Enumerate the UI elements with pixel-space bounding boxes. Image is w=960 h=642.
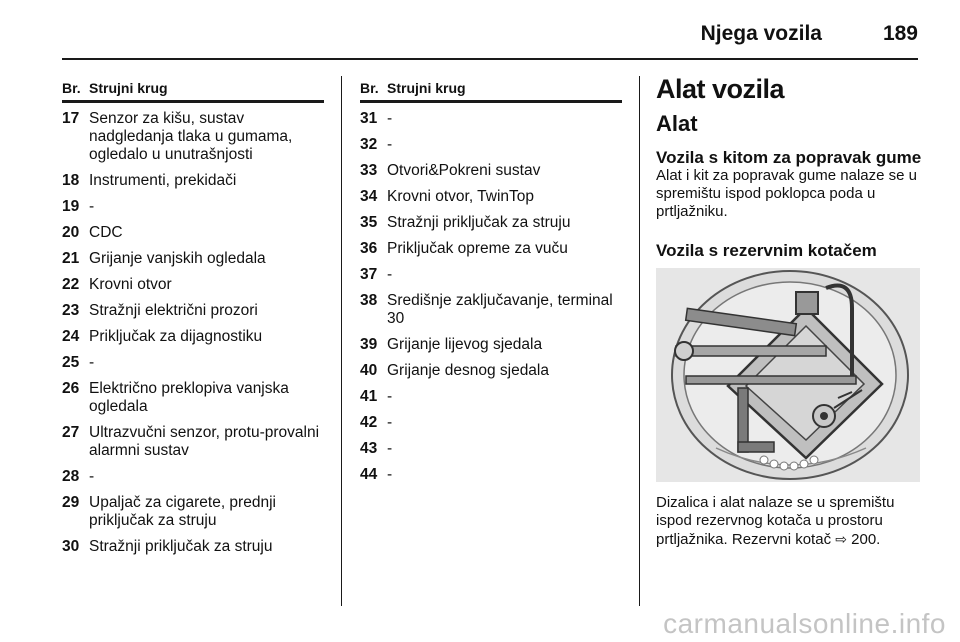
fuse-number: 23: [62, 302, 80, 319]
header-nr: Br.: [62, 80, 81, 96]
circuit-name: Grijanje vanjskih ogledala: [89, 250, 266, 267]
circuit-name: Stražnji priključak za struju: [387, 214, 571, 231]
column-divider: [639, 76, 640, 606]
table-row: [360, 292, 622, 328]
table-header: [360, 80, 622, 103]
circuit-name: Senzor za kišu, sustav nadgledanja tlaka u gumama, ogledalo u unutrašnjosti: [89, 110, 293, 163]
fuse-number: 19: [62, 198, 80, 215]
circuit-name: CDC: [89, 224, 123, 241]
table-row: [360, 214, 622, 232]
fuse-number: 29: [62, 494, 80, 511]
table-row: [360, 466, 622, 484]
fuse-table-right: [360, 80, 622, 492]
table-row: [360, 136, 622, 154]
fuse-number: 39: [360, 336, 378, 353]
circuit-name: -: [387, 414, 393, 431]
table-row: [360, 362, 622, 380]
circuit-name: Otvori&Pokreni sustav: [387, 162, 541, 179]
column-divider: [341, 76, 342, 606]
table-row: [62, 354, 324, 372]
section-subtitle: Alat: [656, 111, 698, 136]
fuse-number: 41: [360, 388, 378, 405]
circuit-name: -: [387, 388, 393, 405]
circuit-name: Instrumenti, prekidači: [89, 172, 237, 189]
fuse-table-left: [62, 80, 324, 564]
fuse-number: 43: [360, 440, 378, 457]
table-rows: [360, 110, 622, 484]
circuit-name: -: [89, 354, 95, 371]
circuit-name: Stražnji električni prozori: [89, 302, 258, 319]
circuit-name: Stražnji priključak za struju: [89, 538, 273, 555]
header-nr: Br.: [360, 80, 379, 96]
caption-page-ref[interactable]: 200.: [851, 531, 881, 548]
table-header: [62, 80, 324, 103]
circuit-name: Grijanje lijevog sjedala: [387, 336, 543, 353]
table-row: [62, 328, 324, 346]
table-row: [62, 224, 324, 242]
circuit-name: Priključak opreme za vuču: [387, 240, 568, 257]
table-row: [62, 110, 324, 164]
watermark: carmanualsonline.info: [663, 608, 946, 639]
page-number: 189: [882, 22, 918, 45]
circuit-name: -: [387, 440, 393, 457]
tools-section: [656, 72, 926, 549]
circuit-name: Krovni otvor: [89, 276, 172, 293]
table-row: [62, 468, 324, 486]
table-row: [62, 494, 324, 530]
table-row: [360, 110, 622, 128]
fuse-number: 34: [360, 188, 378, 205]
table-row: [62, 172, 324, 190]
table-row: [360, 266, 622, 284]
header-circuit: Strujni krug: [89, 80, 168, 96]
table-row: [360, 440, 622, 458]
fuse-number: 28: [62, 468, 80, 485]
table-row: [62, 424, 324, 460]
circuit-name: Priključak za dijagnostiku: [89, 328, 263, 345]
table-row: [62, 198, 324, 216]
circuit-name: Električno preklopiva vanjska ogledala: [89, 380, 289, 415]
fuse-number: 25: [62, 354, 80, 371]
page-title: Njega vozila: [700, 22, 822, 45]
circuit-name: -: [89, 468, 95, 485]
circuit-name: -: [387, 136, 393, 153]
table-row: [360, 414, 622, 432]
fuse-number: 18: [62, 172, 80, 189]
fuse-number: 27: [62, 424, 80, 441]
table-row: [62, 302, 324, 320]
table-row: [360, 162, 622, 180]
circuit-name: Krovni otvor, TwinTop: [387, 188, 535, 205]
caption-text: Dizalica i alat nalaze se u spremištu ispod rezervnog kotača u prostoru prtljažnika. Rezervni kotač: [656, 494, 895, 548]
circuit-name: -: [387, 466, 393, 483]
fuse-number: 20: [62, 224, 80, 241]
table-row: [360, 336, 622, 354]
circuit-name: Grijanje desnog sjedala: [387, 362, 549, 379]
table-row: [360, 188, 622, 206]
table-row: [360, 240, 622, 258]
fuse-number: 32: [360, 136, 378, 153]
fuse-number: 21: [62, 250, 80, 267]
fuse-number: 22: [62, 276, 80, 293]
fuse-number: 26: [62, 380, 80, 397]
table-row: [62, 538, 324, 556]
circuit-name: -: [387, 110, 393, 127]
fuse-number: 17: [62, 110, 80, 127]
table-row: [62, 380, 324, 416]
header-circuit: Strujni krug: [387, 80, 466, 96]
fuse-number: 40: [360, 362, 378, 379]
table-rows: [62, 110, 324, 556]
kit-text: Alat i kit za popravak gume nalaze se u spremištu ispod poklopca poda u prtljažniku.: [656, 167, 917, 220]
table-row: [360, 388, 622, 406]
circuit-name: Središnje zaključavanje, terminal 30: [387, 292, 613, 327]
fuse-number: 24: [62, 328, 80, 345]
circuit-name: -: [387, 266, 393, 283]
kit-heading: Vozila s kitom za popravak gume: [656, 148, 922, 167]
fuse-number: 37: [360, 266, 378, 283]
fuse-number: 44: [360, 466, 378, 483]
spare-heading: Vozila s rezervnim kotačem: [656, 241, 877, 260]
fuse-number: 31: [360, 110, 378, 127]
fuse-number: 35: [360, 214, 378, 231]
fuse-number: 38: [360, 292, 378, 309]
jack-and-tools-drawing: [656, 268, 920, 482]
circuit-name: Ultrazvučni senzor, protu-provalni alarmni sustav: [89, 424, 320, 459]
spare-wheel-tools-illustration: [656, 268, 920, 482]
page-header: [62, 14, 918, 60]
fuse-number: 36: [360, 240, 378, 257]
table-row: [62, 250, 324, 268]
circuit-name: -: [89, 198, 95, 215]
table-row: [62, 276, 324, 294]
fuse-number: 33: [360, 162, 378, 179]
fuse-number: 30: [62, 538, 80, 555]
figure-caption: [656, 494, 926, 549]
fuse-number: 42: [360, 414, 378, 431]
circuit-name: Upaljač za cigarete, prednji priključak za struju: [89, 494, 276, 529]
section-title: Alat vozila: [656, 74, 785, 104]
page-ref-arrow-icon: ⇨: [835, 531, 847, 547]
